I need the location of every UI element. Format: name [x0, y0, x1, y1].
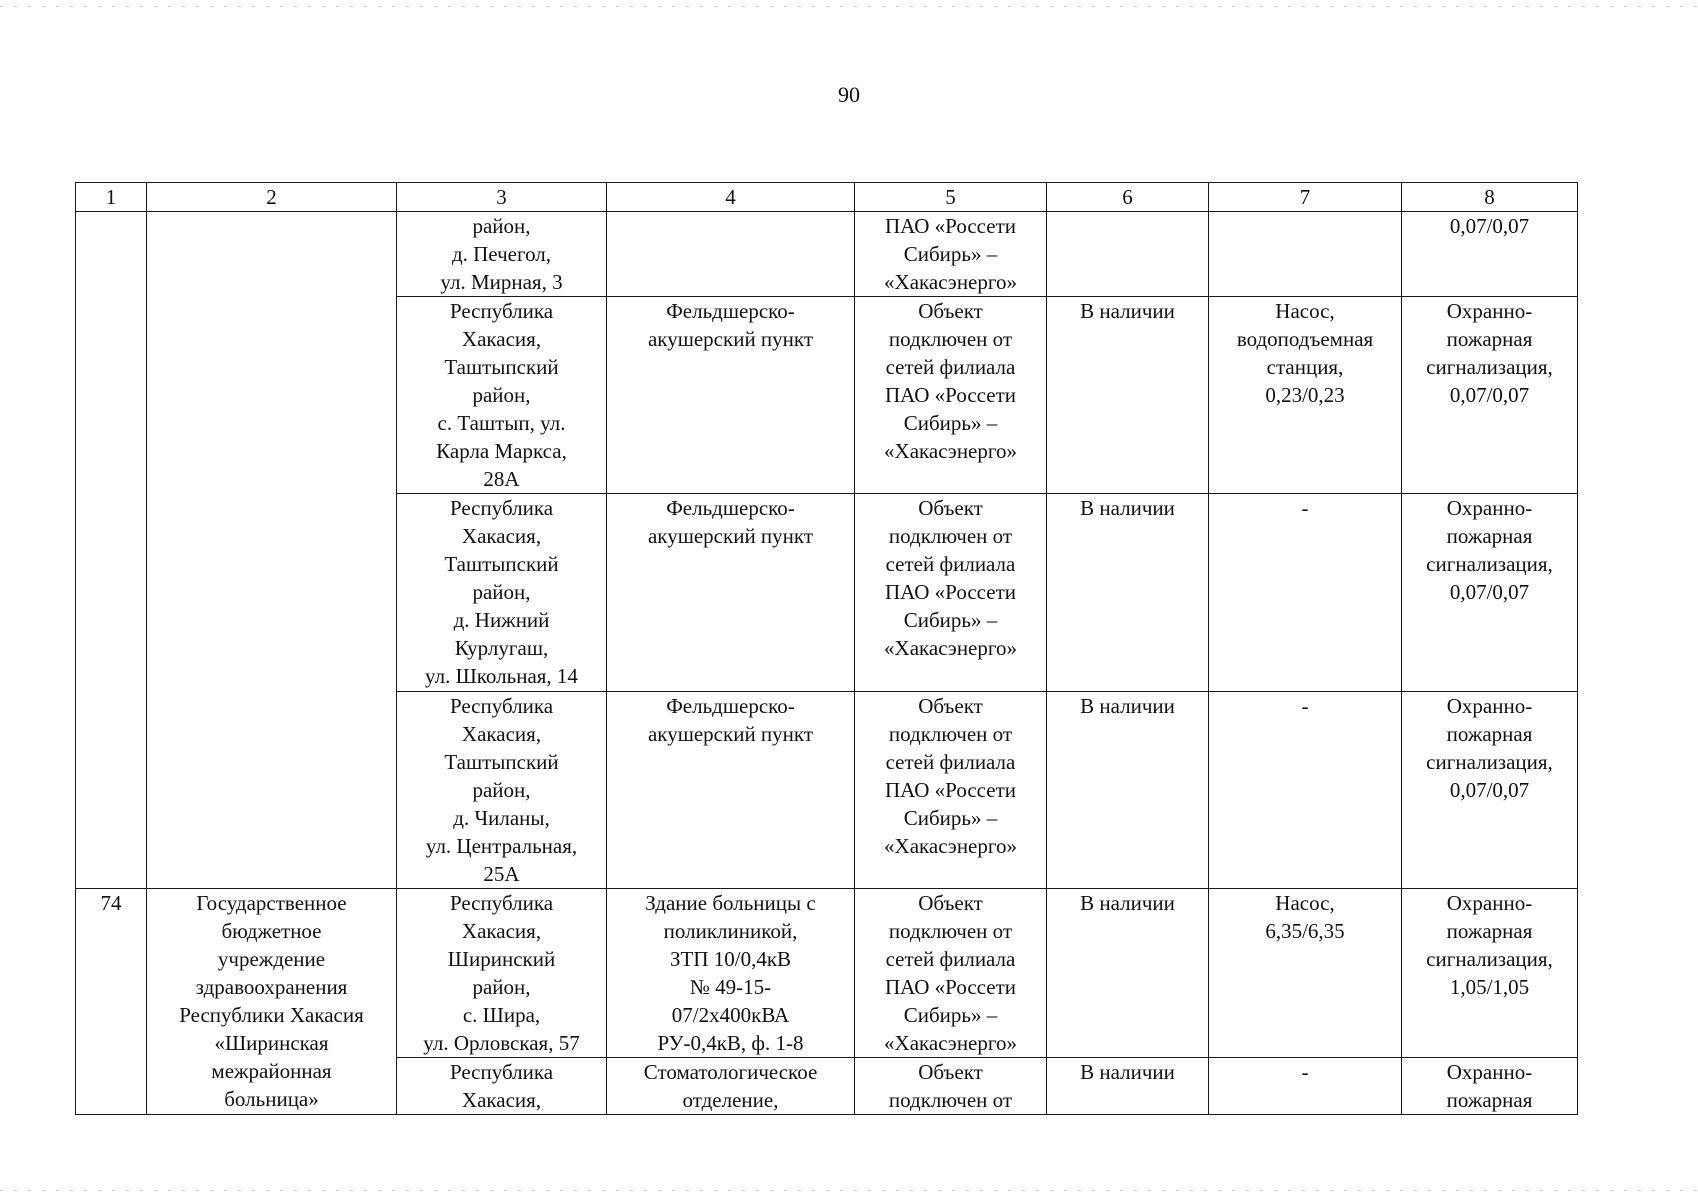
item-number-cell: 74 — [76, 889, 147, 1115]
equipment-cell: Насос, 6,35/6,35 — [1209, 889, 1402, 1058]
alarm-cell: Охранно- пожарная сигнализация, 0,07/0,07 — [1402, 692, 1578, 889]
column-number: 8 — [1402, 183, 1578, 212]
organization-cell — [147, 212, 397, 889]
alarm-cell: Охранно- пожарная сигнализация, 1,05/1,05 — [1402, 889, 1578, 1058]
column-number: 2 — [147, 183, 397, 212]
column-number: 5 — [855, 183, 1047, 212]
address-cell: Республика Хакасия, Таштыпский район, д. Нижний Курлугаш, ул. Школьная, 14 — [397, 494, 607, 692]
equipment-cell: Насос, водоподъемная станция, 0,23/0,23 — [1209, 297, 1402, 494]
equipment-cell: - — [1209, 692, 1402, 889]
power-supply-cell: Объект подключен от сетей филиала ПАО «Россети Сибирь» – «Хакасэнерго» — [855, 494, 1047, 692]
alarm-cell: 0,07/0,07 — [1402, 212, 1578, 297]
organization-cell: Государственное бюджетное учреждение здравоохранения Республики Хакасия «Ширинская межрайонная больница» — [147, 889, 397, 1115]
object-cell: Фельдшерско- акушерский пункт — [607, 494, 855, 692]
power-supply-cell: Объект подключен от сетей филиала ПАО «Россети Сибирь» – «Хакасэнерго» — [855, 692, 1047, 889]
object-cell: Стоматологическое отделение, — [607, 1058, 855, 1115]
data-table — [75, 182, 1578, 1115]
item-number-cell — [76, 212, 147, 889]
scan-edge-bottom — [0, 1190, 1698, 1191]
availability-cell — [1047, 212, 1209, 297]
address-cell: Республика Хакасия, — [397, 1058, 607, 1115]
column-number: 1 — [76, 183, 147, 212]
power-supply-cell: Объект подключен от сетей филиала ПАО «Россети Сибирь» – «Хакасэнерго» — [855, 297, 1047, 494]
address-cell: Республика Хакасия, Ширинский район, с. Шира, ул. Орловская, 57 — [397, 889, 607, 1058]
address-cell: Республика Хакасия, Таштыпский район, с. Таштып, ул. Карла Маркса, 28А — [397, 297, 607, 494]
equipment-cell: - — [1209, 494, 1402, 692]
power-supply-cell: ПАО «Россети Сибирь» – «Хакасэнерго» — [855, 212, 1047, 297]
scan-edge-top — [0, 6, 1698, 7]
address-cell: район, д. Печегол, ул. Мирная, 3 — [397, 212, 607, 297]
availability-cell: В наличии — [1047, 494, 1209, 692]
object-cell: Фельдшерско- акушерский пункт — [607, 297, 855, 494]
object-cell: Фельдшерско- акушерский пункт — [607, 692, 855, 889]
column-number: 7 — [1209, 183, 1402, 212]
availability-cell: В наличии — [1047, 297, 1209, 494]
object-cell — [607, 212, 855, 297]
table-row — [76, 212, 1578, 297]
page-number: 90 — [838, 82, 860, 107]
address-cell: Республика Хакасия, Таштыпский район, д. Чиланы, ул. Центральная, 25А — [397, 692, 607, 889]
availability-cell: В наличии — [1047, 889, 1209, 1058]
availability-cell: В наличии — [1047, 692, 1209, 889]
object-cell: Здание больницы с поликлиникой, ЗТП 10/0,4кВ № 49-15- 07/2х400кВА РУ-0,4кВ, ф. 1-8 — [607, 889, 855, 1058]
equipment-cell — [1209, 212, 1402, 297]
column-number: 4 — [607, 183, 855, 212]
column-number-row — [76, 183, 1578, 212]
column-number: 6 — [1047, 183, 1209, 212]
power-supply-cell: Объект подключен от — [855, 1058, 1047, 1115]
alarm-cell: Охранно- пожарная — [1402, 1058, 1578, 1115]
power-supply-cell: Объект подключен от сетей филиала ПАО «Россети Сибирь» – «Хакасэнерго» — [855, 889, 1047, 1058]
table-row — [76, 889, 1578, 1058]
alarm-cell: Охранно- пожарная сигнализация, 0,07/0,07 — [1402, 494, 1578, 692]
column-number: 3 — [397, 183, 607, 212]
alarm-cell: Охранно- пожарная сигнализация, 0,07/0,07 — [1402, 297, 1578, 494]
availability-cell: В наличии — [1047, 1058, 1209, 1115]
equipment-cell: - — [1209, 1058, 1402, 1115]
